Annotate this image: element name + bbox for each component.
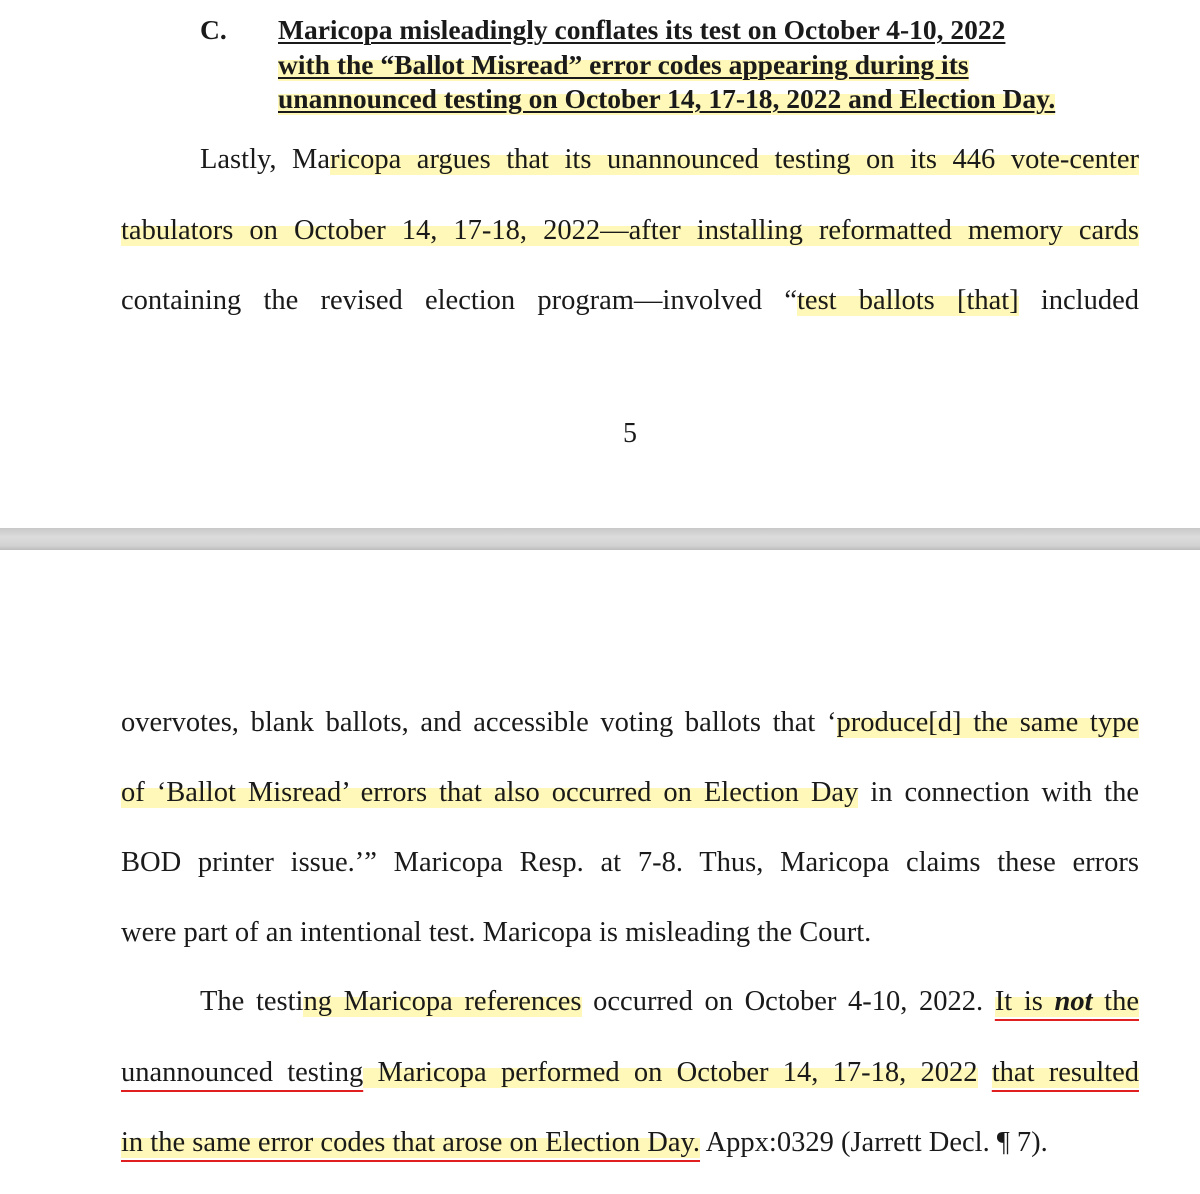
heading-line-1: Maricopa misleadingly conflates its test on October 4-10, 2022: [278, 14, 1006, 45]
paragraph-line: [200, 986, 1139, 1018]
paragraph-line: [121, 777, 1139, 809]
paragraph-line: [121, 285, 1139, 317]
highlighted-text: ng Maricopa references: [303, 986, 582, 1017]
page-break: [0, 528, 1200, 550]
text: containing the revised election program—involved “: [121, 285, 797, 316]
highlighted-text: test ballots [that]: [797, 285, 1019, 316]
heading-line-3: unannounced testing on October 14, 17-18, 2022 and Election Day.: [278, 83, 1056, 114]
highlighted-text: tabulators on October 14, 17-18, 2022—after installing reformatted memory cards: [121, 215, 1139, 246]
highlighted-text: produce[d] the same type: [836, 707, 1139, 738]
paragraph-line: [121, 215, 1139, 247]
paragraph-line: [121, 707, 1139, 739]
underlined-text: in the same error codes that arose on Election Day.: [121, 1127, 701, 1158]
text: occurred on October 4-10, 2022.: [581, 986, 995, 1017]
text: Appx:0329 (Jarrett Decl. ¶ 7).: [700, 1127, 1048, 1158]
text: included: [1018, 285, 1139, 316]
paragraph-line: [121, 1057, 1139, 1089]
highlighted-text: ricopa argues that its unannounced testing on its 446 vote-center: [330, 144, 1139, 175]
heading-line-2: with the “Ballot Misread” error codes appearing during its: [278, 49, 969, 80]
underlined-text: that resulted: [991, 1057, 1139, 1088]
paragraph-line: [121, 1127, 1139, 1159]
text: Lastly, Ma: [200, 144, 331, 175]
underlined-text: [995, 986, 1139, 1017]
heading-letter: C.: [200, 14, 227, 45]
text: the: [1092, 986, 1140, 1017]
text: in connection with the: [858, 777, 1139, 808]
highlighted-text: of ‘Ballot Misread’ errors that also occurred on Election Day: [121, 777, 859, 808]
text: The testi: [200, 986, 304, 1017]
paragraph-line: [200, 144, 1139, 176]
text: overvotes, blank ballots, and accessible voting ballots that ‘: [121, 707, 837, 738]
emphasis-text: not: [1054, 986, 1093, 1017]
paragraph-line: were part of an intentional test. Maricopa is misleading the Court.: [121, 917, 872, 948]
paragraph-line: BOD printer issue.’” Maricopa Resp. at 7-8. Thus, Maricopa claims these errors: [121, 847, 1139, 878]
underlined-text: unannounced testing: [121, 1057, 364, 1088]
highlighted-text: Maricopa performed on October 14, 17-18, 2022: [363, 1057, 978, 1088]
text: It is: [994, 986, 1055, 1017]
page-number: 5: [623, 418, 637, 449]
text: [978, 1057, 992, 1088]
